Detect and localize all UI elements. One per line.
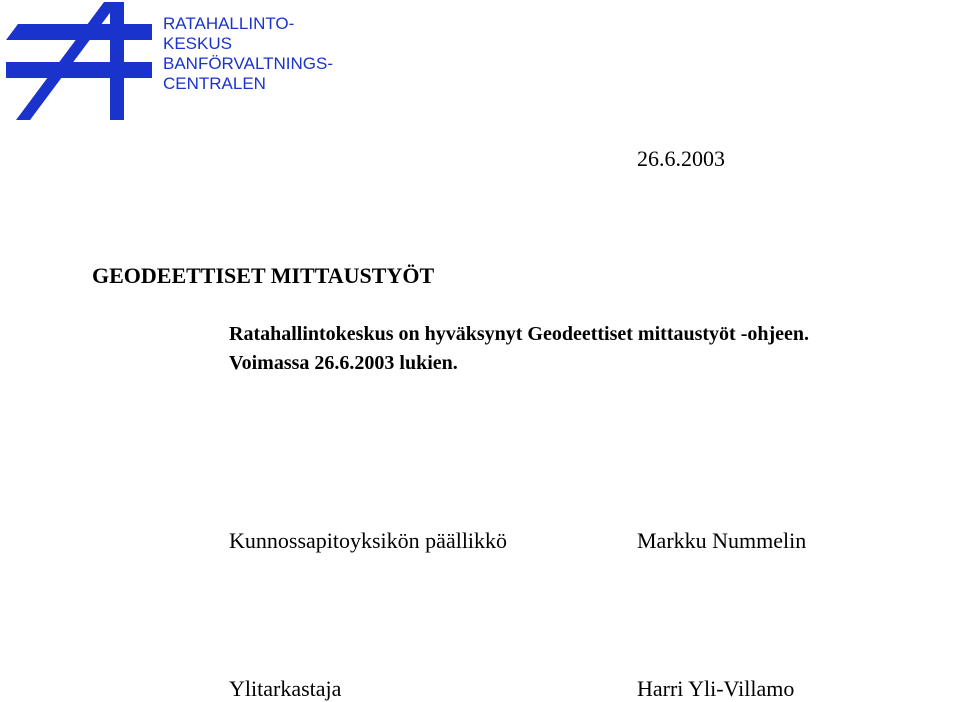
body-line: Ratahallintokeskus on hyväksynyt Geodeettiset mittaustyöt -ohjeen. bbox=[229, 323, 810, 345]
organization-name-line: KESKUS bbox=[163, 34, 232, 53]
logo-diagonal-shape bbox=[16, 2, 118, 120]
logo-gap-right-shape bbox=[124, 40, 152, 62]
organization-logo-icon bbox=[6, 2, 152, 120]
logo-lower-bar-shape bbox=[6, 62, 152, 78]
document-title: GEODEETTISET MITTAUSTYÖT bbox=[92, 263, 435, 288]
document-date: 26.6.2003 bbox=[637, 146, 725, 171]
signatory-title: Ylitarkastaja bbox=[229, 676, 342, 701]
organization-name-line: BANFÖRVALTNINGS- bbox=[163, 54, 334, 73]
organization-name-line: RATAHALLINTO- bbox=[163, 14, 295, 33]
body-line: Voimassa 26.6.2003 lukien. bbox=[229, 352, 458, 374]
signatory-name: Markku Nummelin bbox=[637, 528, 807, 553]
document-body bbox=[229, 320, 809, 378]
signatory-title: Kunnossapitoyksikön päällikkö bbox=[229, 528, 508, 553]
logo-vertical-shape bbox=[110, 2, 124, 120]
signatory-name: Harri Yli-Villamo bbox=[637, 676, 795, 701]
logo-upper-bar-shape bbox=[6, 24, 152, 40]
logo-gap-shape bbox=[42, 40, 64, 62]
organization-name-line: CENTRALEN bbox=[163, 74, 266, 93]
organization-name bbox=[163, 14, 333, 94]
